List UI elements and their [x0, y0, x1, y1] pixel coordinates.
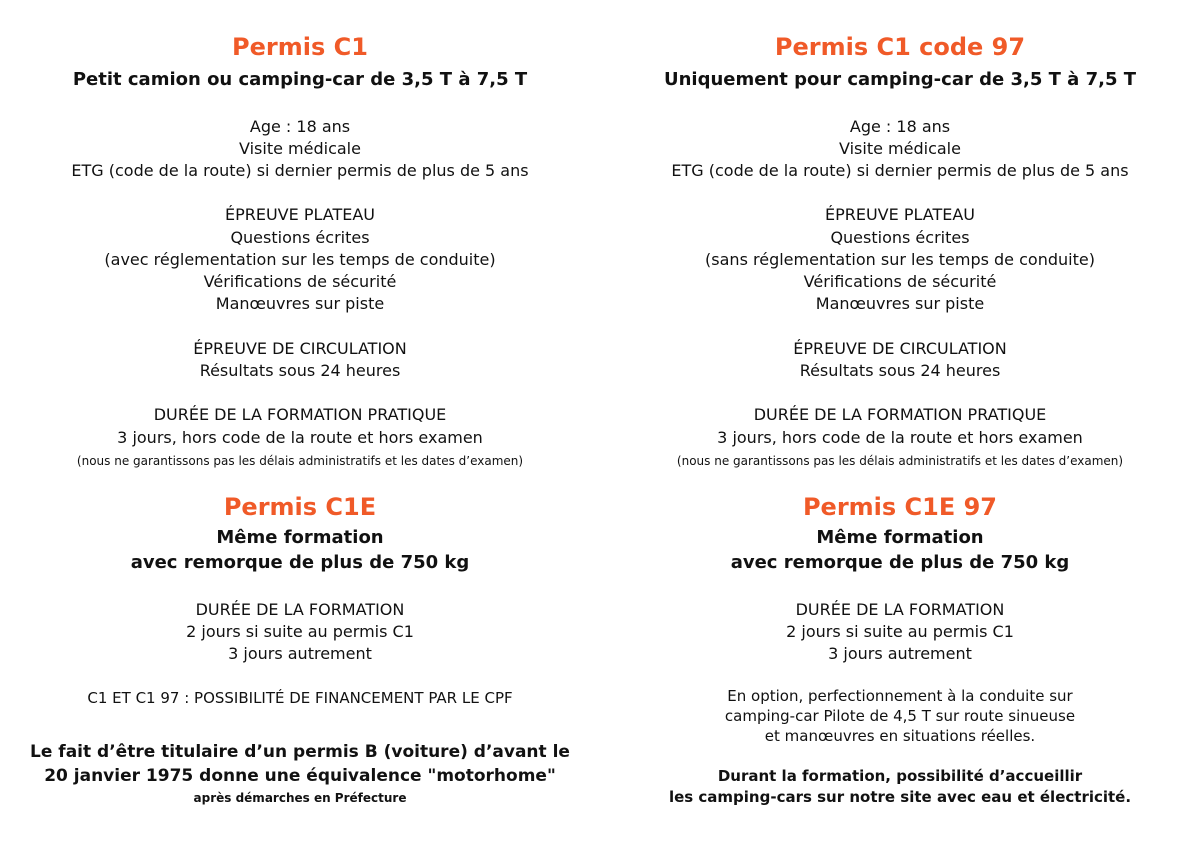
c1e-duration-heading: DURÉE DE LA FORMATION	[195, 600, 405, 619]
c1e-title: Permis C1E	[223, 493, 377, 521]
c1-medical: Visite médicale	[239, 139, 361, 158]
c1e-97-title: Permis C1E 97	[802, 493, 998, 521]
c1e-97-duration-line2: 3 jours autrement	[828, 644, 972, 663]
c1e-97-subtitle-line1: Même formation	[816, 527, 984, 548]
cpf-financing: C1 ET C1 97 : POSSIBILITÉ DE FINANCEMENT PAR LE CPF	[87, 689, 513, 707]
c1-97-plateau-item: Questions écrites	[830, 228, 970, 247]
equivalence-line1: Le fait d’être titulaire d’un permis B (voiture) d’avant le	[30, 742, 570, 762]
c1-duration-note: (nous ne garantissons pas les délais administratifs et les dates d’examen)	[76, 454, 524, 468]
c1e-subtitle-line1: Même formation	[216, 527, 384, 548]
c1-subtitle: Petit camion ou camping-car de 3,5 T à 7,5 T	[72, 69, 528, 90]
c1-97-plateau-item: Vérifications de sécurité	[803, 272, 997, 291]
c1-97-plateau-heading: ÉPREUVE PLATEAU	[824, 205, 975, 224]
c1-etg: ETG (code de la route) si dernier permis de plus de 5 ans	[71, 161, 529, 180]
option-line1: En option, perfectionnement à la conduite sur	[727, 687, 1073, 705]
c1e-duration-line2: 3 jours autrement	[228, 644, 372, 663]
c1-plateau-heading: ÉPREUVE PLATEAU	[224, 205, 375, 224]
option-line2: camping-car Pilote de 4,5 T sur route sinueuse	[724, 707, 1076, 725]
c1-circulation-result: Résultats sous 24 heures	[199, 361, 401, 380]
right-column	[600, 0, 1200, 849]
c1-circulation-heading: ÉPREUVE DE CIRCULATION	[193, 339, 407, 358]
c1-97-circulation-heading: ÉPREUVE DE CIRCULATION	[793, 339, 1007, 358]
c1-97-plateau-item: Manœuvres sur piste	[815, 294, 985, 313]
c1-duration-text: 3 jours, hors code de la route et hors examen	[117, 428, 483, 447]
welcome-line2: les camping-cars sur notre site avec eau et électricité.	[668, 788, 1132, 806]
option-line3: et manœuvres en situations réelles.	[764, 727, 1036, 745]
c1-age: Age : 18 ans	[249, 117, 351, 136]
equivalence-note: après démarches en Préfecture	[193, 791, 407, 805]
c1-97-plateau-item: (sans réglementation sur les temps de conduite)	[705, 250, 1095, 269]
equivalence-line2: 20 janvier 1975 donne une équivalence "motorhome"	[44, 766, 556, 786]
c1-plateau-item: (avec réglementation sur les temps de conduite)	[104, 250, 496, 269]
c1-97-age: Age : 18 ans	[849, 117, 951, 136]
c1-plateau-item: Manœuvres sur piste	[215, 294, 385, 313]
welcome-line1: Durant la formation, possibilité d’accueillir	[717, 767, 1083, 785]
c1-97-duration-heading: DURÉE DE LA FORMATION PRATIQUE	[753, 405, 1047, 424]
c1-97-subtitle: Uniquement pour camping-car de 3,5 T à 7,5 T	[663, 69, 1137, 90]
c1-97-duration-text: 3 jours, hors code de la route et hors examen	[717, 428, 1083, 447]
c1-97-circulation-result: Résultats sous 24 heures	[799, 361, 1001, 380]
c1-97-etg: ETG (code de la route) si dernier permis de plus de 5 ans	[671, 161, 1129, 180]
c1-97-medical: Visite médicale	[839, 139, 961, 158]
c1-duration-heading: DURÉE DE LA FORMATION PRATIQUE	[153, 405, 447, 424]
c1-plateau-item: Questions écrites	[230, 228, 370, 247]
c1e-subtitle-line2: avec remorque de plus de 750 kg	[130, 552, 470, 573]
c1-97-title: Permis C1 code 97	[774, 33, 1026, 61]
c1e-97-subtitle-line2: avec remorque de plus de 750 kg	[730, 552, 1070, 573]
c1e-97-duration-heading: DURÉE DE LA FORMATION	[795, 600, 1005, 619]
c1e-duration-line1: 2 jours si suite au permis C1	[186, 622, 414, 641]
c1e-97-duration-line1: 2 jours si suite au permis C1	[786, 622, 1014, 641]
c1-title: Permis C1	[232, 33, 368, 61]
c1-97-duration-note: (nous ne garantissons pas les délais administratifs et les dates d’examen)	[676, 454, 1124, 468]
c1-plateau-item: Vérifications de sécurité	[203, 272, 397, 291]
